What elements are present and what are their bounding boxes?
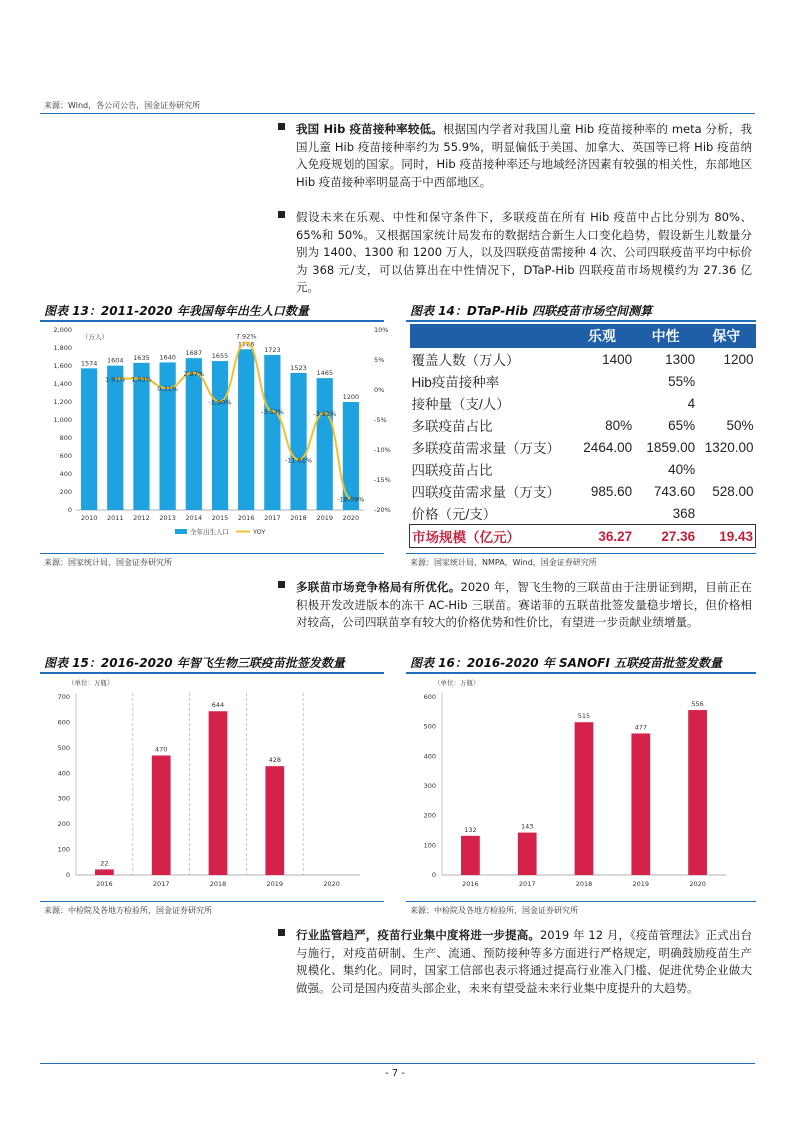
bar xyxy=(133,363,149,510)
y-tick-label: 200 xyxy=(57,820,70,829)
row-label: 多联疫苗占比 xyxy=(411,419,493,434)
y-tick-label: 100 xyxy=(57,845,70,854)
bar-value-label: 477 xyxy=(634,723,648,732)
bar-value-label: 644 xyxy=(211,701,225,710)
bar-value-label: 143 xyxy=(520,822,534,831)
x-tick-label: 2016 xyxy=(96,880,113,888)
bar xyxy=(81,368,97,510)
y-tick-label: 200 xyxy=(59,488,72,496)
fig16-rule xyxy=(406,672,756,674)
y-tick-label: 600 xyxy=(59,452,72,460)
fig15-source: 来源：中检院及各地方检验所，国金证券研究所 xyxy=(44,906,212,915)
x-tick-label: 2017 xyxy=(152,880,170,888)
row-label: 接种量（支/人） xyxy=(411,397,510,412)
bar-value-label: 1574 xyxy=(80,359,98,368)
bar-value-label: 428 xyxy=(268,756,282,765)
bar xyxy=(317,378,333,510)
bar-value-label: 1635 xyxy=(133,353,150,362)
y-tick-label: 500 xyxy=(57,743,70,752)
bar-value-label: 1723 xyxy=(264,345,281,354)
fig14-title: 图表 14：DTaP-Hib 四联疫苗市场空间测算 xyxy=(410,304,653,318)
y-tick-label: 1,600 xyxy=(53,362,72,370)
bar xyxy=(518,833,537,875)
y-tick-label: 1,200 xyxy=(53,398,72,406)
y-tick-label: 1,000 xyxy=(53,416,72,424)
footer-rule xyxy=(40,1063,755,1064)
bullet-icon xyxy=(278,123,285,130)
fig13-bottom-rule xyxy=(40,553,384,554)
paragraph-text: 假设未来在乐观、中性和保守条件下，多联疫苗在所有 Hib 疫苗中占比分别为 80%、65%和 50%。又根据国家统计局发布的数据结合新生人口变化趋势，假设新生儿数量分别为 1400、1300 和 1200 万人，以及四联疫苗需接种 4 次、公司四联疫苗平均中标价为 368 元/支，可以估算出在中性情况下，DTaP-Hib 四联疫苗市场规模约为 27.36 亿元。 xyxy=(296,210,752,294)
row-label: Hib疫苗接种率 xyxy=(411,375,500,390)
cell: 1400 xyxy=(602,351,633,367)
x-tick-label: 2019 xyxy=(632,880,650,888)
y-tick-label: 300 xyxy=(423,782,436,790)
table-row xyxy=(410,370,756,392)
paragraph-text: 2019 年 12 月，《疫苗管理法》正式出台与施行，对疫苗研制、生产、流通、预防接种等多方面进行严格规定，明确鼓励疫苗生产规模化、集约化。同时，国家工信部也表示将通过提高行业准入门槛、促进优势企业做大做强。公司是国内疫苗头部企业，未来有望受益未来行业集中度提升的大趋势。 xyxy=(296,928,752,995)
table-header-cell: 乐观 xyxy=(570,324,634,348)
row-label: 价格（元/支） xyxy=(411,507,497,522)
bullet-icon xyxy=(278,929,285,936)
cell: 4 xyxy=(687,395,696,411)
unit-label: （单位：万瓶） xyxy=(68,679,114,687)
y2-tick-label: 0% xyxy=(374,386,385,394)
bar xyxy=(152,755,171,875)
table-row-market-size xyxy=(410,525,756,548)
x-tick-label: 2018 xyxy=(290,514,307,522)
x-tick-label: 2020 xyxy=(689,880,706,888)
paragraph-regulation xyxy=(296,927,752,997)
table-header-row xyxy=(410,324,756,348)
cell: 528.00 xyxy=(712,483,754,499)
y-tick-label: 500 xyxy=(423,722,436,731)
y-tick-label: 800 xyxy=(59,434,72,442)
table-row xyxy=(410,392,756,414)
bar xyxy=(95,869,114,875)
bar-value-label: 22 xyxy=(100,859,109,868)
cell: 985.60 xyxy=(590,483,633,499)
top-rule xyxy=(40,113,755,114)
fig15-title: 图表 15：2016-2020 年智飞生物三联疫苗批签发数量 xyxy=(44,656,345,670)
y2-tick-label: -20% xyxy=(374,506,391,514)
x-tick-label: 2010 xyxy=(80,514,98,522)
bar xyxy=(461,836,480,875)
yoy-value-label: 1.91% xyxy=(104,375,126,384)
unit-label: （单位：万瓶） xyxy=(434,679,480,687)
yoy-value-label: 7.92% xyxy=(235,332,257,341)
bar xyxy=(688,710,707,875)
y-tick-label: 600 xyxy=(423,693,436,701)
bar-value-label: 1640 xyxy=(159,353,176,362)
y-tick-label: 400 xyxy=(57,769,70,778)
bar-value-label: 1465 xyxy=(316,369,334,378)
cell: 65% xyxy=(668,417,696,433)
y-tick-label: 0 xyxy=(431,871,436,879)
x-tick-label: 2020 xyxy=(342,514,360,522)
bar-value-label: 1786 xyxy=(237,340,255,349)
paragraph-heading: 我国 Hib 疫苗接种率较低。 xyxy=(296,122,443,136)
x-tick-label: 2013 xyxy=(159,514,176,522)
y-tick-label: 1,800 xyxy=(53,344,72,352)
y-tick-label: 400 xyxy=(423,752,436,761)
y-tick-label: 600 xyxy=(57,718,70,727)
paragraph-heading: 多联苗市场竞争格局有所优化。 xyxy=(296,580,461,594)
x-tick-label: 2019 xyxy=(266,880,284,888)
fig14-source: 来源：国家统计局，NMPA，Wind，国金证券研究所 xyxy=(410,558,597,567)
y-tick-label: 100 xyxy=(423,841,436,850)
bar xyxy=(186,358,202,510)
y2-tick-label: -5% xyxy=(374,416,387,424)
yoy-value-label: 2.87% xyxy=(183,369,205,378)
x-tick-label: 2016 xyxy=(462,880,479,888)
yoy-value-label: 1.93% xyxy=(131,375,152,384)
row-label: 多联疫苗需求量（万支） xyxy=(411,441,560,456)
table-row xyxy=(410,458,756,480)
paragraph-competition xyxy=(296,579,752,632)
y-tick-label: 0 xyxy=(67,506,72,514)
x-tick-label: 2019 xyxy=(316,514,334,522)
top-source: 来源：Wind，各公司公告，国金证券研究所 xyxy=(44,101,201,110)
bar xyxy=(209,711,228,875)
bar-value-label: 1523 xyxy=(290,363,307,372)
x-tick-label: 2011 xyxy=(106,514,124,522)
fig14-rule xyxy=(406,320,756,322)
cell: 1859.00 xyxy=(646,439,696,455)
y2-tick-label: 10% xyxy=(374,326,389,334)
bullet-icon xyxy=(278,581,285,588)
cell: 1300 xyxy=(665,351,696,367)
cell: 27.36 xyxy=(634,525,697,548)
fig15-rule xyxy=(40,672,384,674)
bar xyxy=(107,366,123,510)
yoy-value-label: -3.81% xyxy=(313,409,337,418)
cell: 743.60 xyxy=(653,483,696,499)
yoy-value-label: 0.31% xyxy=(157,385,178,394)
bar xyxy=(212,361,228,510)
bar xyxy=(631,733,650,875)
fig13-source: 来源：国家统计局，国金证券研究所 xyxy=(44,558,172,567)
yoy-value-label: -1.90% xyxy=(208,398,232,407)
cell: 80% xyxy=(605,417,633,433)
y2-tick-label: 5% xyxy=(374,356,385,364)
bar-value-label: 132 xyxy=(464,825,477,834)
y-tick-label: 300 xyxy=(57,794,70,803)
fig15-chart xyxy=(40,675,386,895)
legend-label: YOY xyxy=(253,528,266,536)
table-header-cell xyxy=(410,324,570,348)
y-tick-label: 2,000 xyxy=(53,326,72,334)
bar xyxy=(264,355,280,510)
x-tick-label: 2016 xyxy=(237,514,255,522)
paragraph-heading: 行业监管趋严，疫苗行业集中度将进一步提高。 xyxy=(296,928,540,942)
fig16-chart xyxy=(406,675,756,895)
bar-value-label: 1200 xyxy=(342,393,360,401)
fig14-bottom-rule xyxy=(406,553,756,554)
bar-value-label: 1604 xyxy=(106,356,124,365)
row-label: 市场规模（亿元） xyxy=(410,525,570,548)
fig14-table xyxy=(409,324,756,548)
x-tick-label: 2018 xyxy=(575,880,593,888)
bar-value-label: 556 xyxy=(691,700,704,709)
bar-value-label: 1687 xyxy=(185,349,203,358)
bar xyxy=(575,722,594,875)
bar-value-label: 515 xyxy=(577,712,591,721)
table-row xyxy=(410,436,756,458)
row-label: 四联疫苗占比 xyxy=(411,463,493,478)
yoy-value-label: -18.09% xyxy=(337,495,365,504)
y2-tick-label: -15% xyxy=(374,476,391,484)
cell: 40% xyxy=(668,461,696,477)
bar xyxy=(265,766,284,875)
cell: 1320.00 xyxy=(704,439,754,455)
unit-label: （万人） xyxy=(82,333,108,341)
bar-value-label: 1655 xyxy=(211,352,229,361)
cell: 50% xyxy=(726,417,754,433)
y2-tick-label: -10% xyxy=(374,446,391,454)
table-header-cell: 保守 xyxy=(697,324,755,348)
cell: 36.27 xyxy=(570,525,634,548)
paragraph-assumptions xyxy=(296,209,752,297)
y-tick-label: 200 xyxy=(423,811,436,820)
paragraph-text: 2020 年，智飞生物的三联苗由于注册证到期，目前正在积极开发改进版本的冻干 AC-Hib 三联苗。赛诺菲的五联苗批签发量稳步增长，但价格相对较高，公司四联苗享有较大的价格优势和性价比，有望进一步贡献业绩增量。 xyxy=(296,580,752,629)
legend-label: 全年出生人口 xyxy=(190,528,229,536)
cell: 2464.00 xyxy=(583,439,633,455)
row-label: 四联疫苗需求量（万支） xyxy=(411,485,560,500)
fig16-title: 图表 16：2016-2020 年 SANOFI 五联疫苗批签发数量 xyxy=(410,656,723,670)
table-row xyxy=(410,348,756,370)
cell: 1200 xyxy=(723,351,754,367)
y-tick-label: 0 xyxy=(65,871,70,879)
cell: 55% xyxy=(668,373,696,389)
page-number: - 7 - xyxy=(385,1068,405,1079)
fig13-chart xyxy=(40,322,391,550)
bullet-icon xyxy=(278,211,285,218)
yoy-value-label: -3.53% xyxy=(260,408,284,417)
bar-value-label: 470 xyxy=(154,745,168,754)
x-tick-label: 2017 xyxy=(518,880,536,888)
paragraph-hib-rate xyxy=(296,121,752,191)
cell: 368 xyxy=(672,505,696,521)
fig13-title: 图表 13：2011-2020 年我国每年出生人口数量 xyxy=(44,304,309,318)
table-row xyxy=(410,480,756,502)
paragraph-text: 根据国内学者对我国儿童 Hib 疫苗接种率的 meta 分析，我国儿童 Hib 疫苗接种率约为 55.9%，明显偏低于美国、加拿大、英国等已将 Hib 疫苗纳入免疫规划的国家。同时，Hib 疫苗接种率还与地域经济因素有较强的相关性，东部地区 Hib 疫苗接种率明显高于中西部地区。 xyxy=(296,122,752,189)
y-tick-label: 1,400 xyxy=(53,380,72,388)
table-header-cell: 中性 xyxy=(634,324,697,348)
x-tick-label: 2018 xyxy=(209,880,227,888)
fig16-bottom-rule xyxy=(406,901,756,902)
y-tick-label: 700 xyxy=(57,693,70,701)
x-tick-label: 2015 xyxy=(211,514,229,522)
x-tick-label: 2014 xyxy=(185,514,203,522)
cell: 19.43 xyxy=(697,525,755,548)
table-row xyxy=(410,502,756,525)
yoy-line xyxy=(115,342,351,498)
fig15-bottom-rule xyxy=(40,901,384,902)
bar xyxy=(238,349,254,510)
row-label: 覆盖人数（万人） xyxy=(411,353,520,368)
x-tick-label: 2012 xyxy=(133,514,150,522)
y-tick-label: 400 xyxy=(59,470,72,478)
fig16-source: 来源：中检院及各地方检验所，国金证券研究所 xyxy=(410,906,578,915)
yoy-value-label: -11.61% xyxy=(284,456,313,465)
x-tick-label: 2020 xyxy=(323,880,340,888)
x-tick-label: 2017 xyxy=(264,514,281,522)
legend-swatch-bar xyxy=(175,529,187,534)
table-row xyxy=(410,414,756,436)
bar xyxy=(290,373,306,510)
